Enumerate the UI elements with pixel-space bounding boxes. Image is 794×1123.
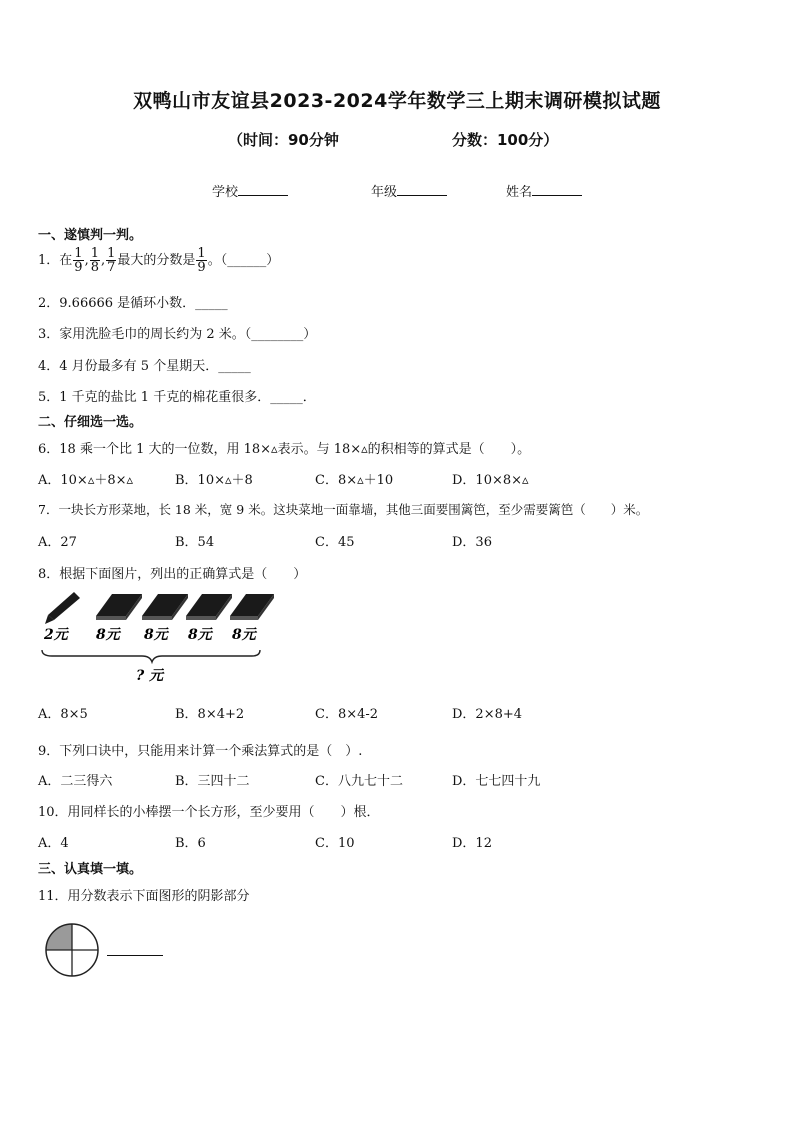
q6-option-b: B．10×▵＋8	[175, 473, 253, 488]
question-4: 4．4 月份最多有 5 个星期天．_____	[38, 359, 251, 374]
question-11: 11．用分数表示下面图形的阴影部分	[38, 889, 250, 904]
total-brace	[42, 650, 260, 662]
pen-and-books-illustration	[38, 588, 278, 688]
q11-figure	[42, 920, 106, 980]
q8-option-a: A．8×5	[38, 707, 88, 722]
q9-option-c: C．八九七十二	[315, 774, 403, 789]
fraction-1-7: $\frac{1}{7}$	[107, 246, 116, 275]
school-label: 学校	[212, 185, 239, 200]
question-6: 6．18 乘一个比 1 大的一位数，用 18×▵表示。与 18×▵的积相等的算式是（ ）。	[38, 442, 531, 457]
book-icon	[96, 594, 142, 620]
name-blank	[532, 182, 582, 196]
fraction-1-8: $\frac{1}{8}$	[90, 246, 99, 275]
section-heading-2: 二、仔细选一选。	[38, 415, 143, 430]
q7-option-c: C．45	[315, 535, 355, 550]
book-price-label: 8元	[144, 627, 168, 643]
question-3: 3．家用洗脸毛巾的周长约为 2 米。（________）	[38, 327, 317, 342]
book-icon	[186, 594, 232, 620]
book-price-label: 8元	[188, 627, 212, 643]
q6-option-d: D．10×8×▵	[452, 473, 529, 488]
q7-option-a: A．27	[38, 535, 77, 550]
q8-option-c: C．8×4-2	[315, 707, 379, 722]
q7-option-d: D．36	[452, 535, 492, 550]
q1-blank: 。（______）	[207, 253, 280, 268]
question-7: 7．一块长方形菜地，长 18 米，宽 9 米。这块菜地一面靠墙，其他三面要围篱笆，至少需要篱笆（ ）米。	[38, 502, 649, 517]
school-field	[212, 181, 288, 200]
school-blank	[238, 182, 288, 196]
exam-title: 双鸭山市友谊县2023-2024学年数学三上期末调研模拟试题	[133, 90, 661, 112]
q6-option-a: A．10×▵＋8×▵	[38, 473, 134, 488]
question-10: 10．用同样长的小棒摆一个长方形，至少要用（ ）根．	[38, 805, 380, 820]
book-price-label: 8元	[96, 627, 120, 643]
q9-option-b: B．三四十二	[175, 774, 250, 789]
q7-option-b: B．54	[175, 535, 215, 550]
pen-icon	[45, 592, 80, 624]
q6-option-c: C．8×▵＋10	[315, 473, 394, 488]
grade-field	[371, 181, 447, 200]
q1-middle: 最大的分数是	[117, 253, 196, 268]
book-price-label: 8元	[232, 627, 256, 643]
total-price-label: ? 元	[136, 668, 164, 684]
question-2: 2．9.66666 是循环小数．_____	[38, 296, 228, 311]
q1-prefix: 1．在	[38, 253, 73, 268]
question-9: 9．下列口诀中，只能用来计算一个乘法算式的是（ ）.	[38, 744, 363, 759]
pen-price-label: 2元	[44, 627, 68, 643]
section-heading-3: 三、认真填一填。	[38, 862, 143, 877]
question-5: 5．1 千克的盐比 1 千克的棉花重很多．_____．	[38, 390, 316, 405]
q10-option-d: D．12	[452, 836, 492, 851]
book-icon	[230, 594, 274, 620]
fraction-1-9: $\frac{1}{9}$	[74, 246, 83, 275]
grade-blank	[397, 182, 447, 196]
book-icon	[142, 594, 188, 620]
q9-option-a: A．二三得六	[38, 774, 113, 789]
q10-option-b: B．6	[175, 836, 206, 851]
q9-option-d: D．七七四十九	[452, 774, 541, 789]
grade-label: 年级	[371, 185, 398, 200]
q8-picture	[38, 588, 278, 688]
section-heading-1: 一、遂慎判一判。	[38, 228, 143, 243]
q10-option-c: C．10	[315, 836, 355, 851]
fraction-answer: $\frac{1}{9}$	[197, 246, 206, 275]
question-1: 1．在 $\frac{1}{9}$ , $\frac{1}{8}$ , $\frac{1}{7}$ 最大的分数是 $\frac{1}{9}$ 。（______）	[38, 246, 280, 275]
exam-score: 分数：100分）	[452, 131, 559, 149]
exam-time: （时间：90分钟	[228, 131, 339, 149]
q8-option-d: D．2×8+4	[452, 707, 523, 722]
q10-option-a: A．4	[38, 836, 69, 851]
name-field	[506, 181, 582, 200]
name-label: 姓名	[506, 185, 533, 200]
question-8: 8．根据下面图片，列出的正确算式是（ ）	[38, 567, 307, 582]
q8-option-b: B．8×4+2	[175, 707, 245, 722]
q11-answer-blank	[107, 955, 163, 956]
quartered-circle-figure	[42, 920, 106, 980]
